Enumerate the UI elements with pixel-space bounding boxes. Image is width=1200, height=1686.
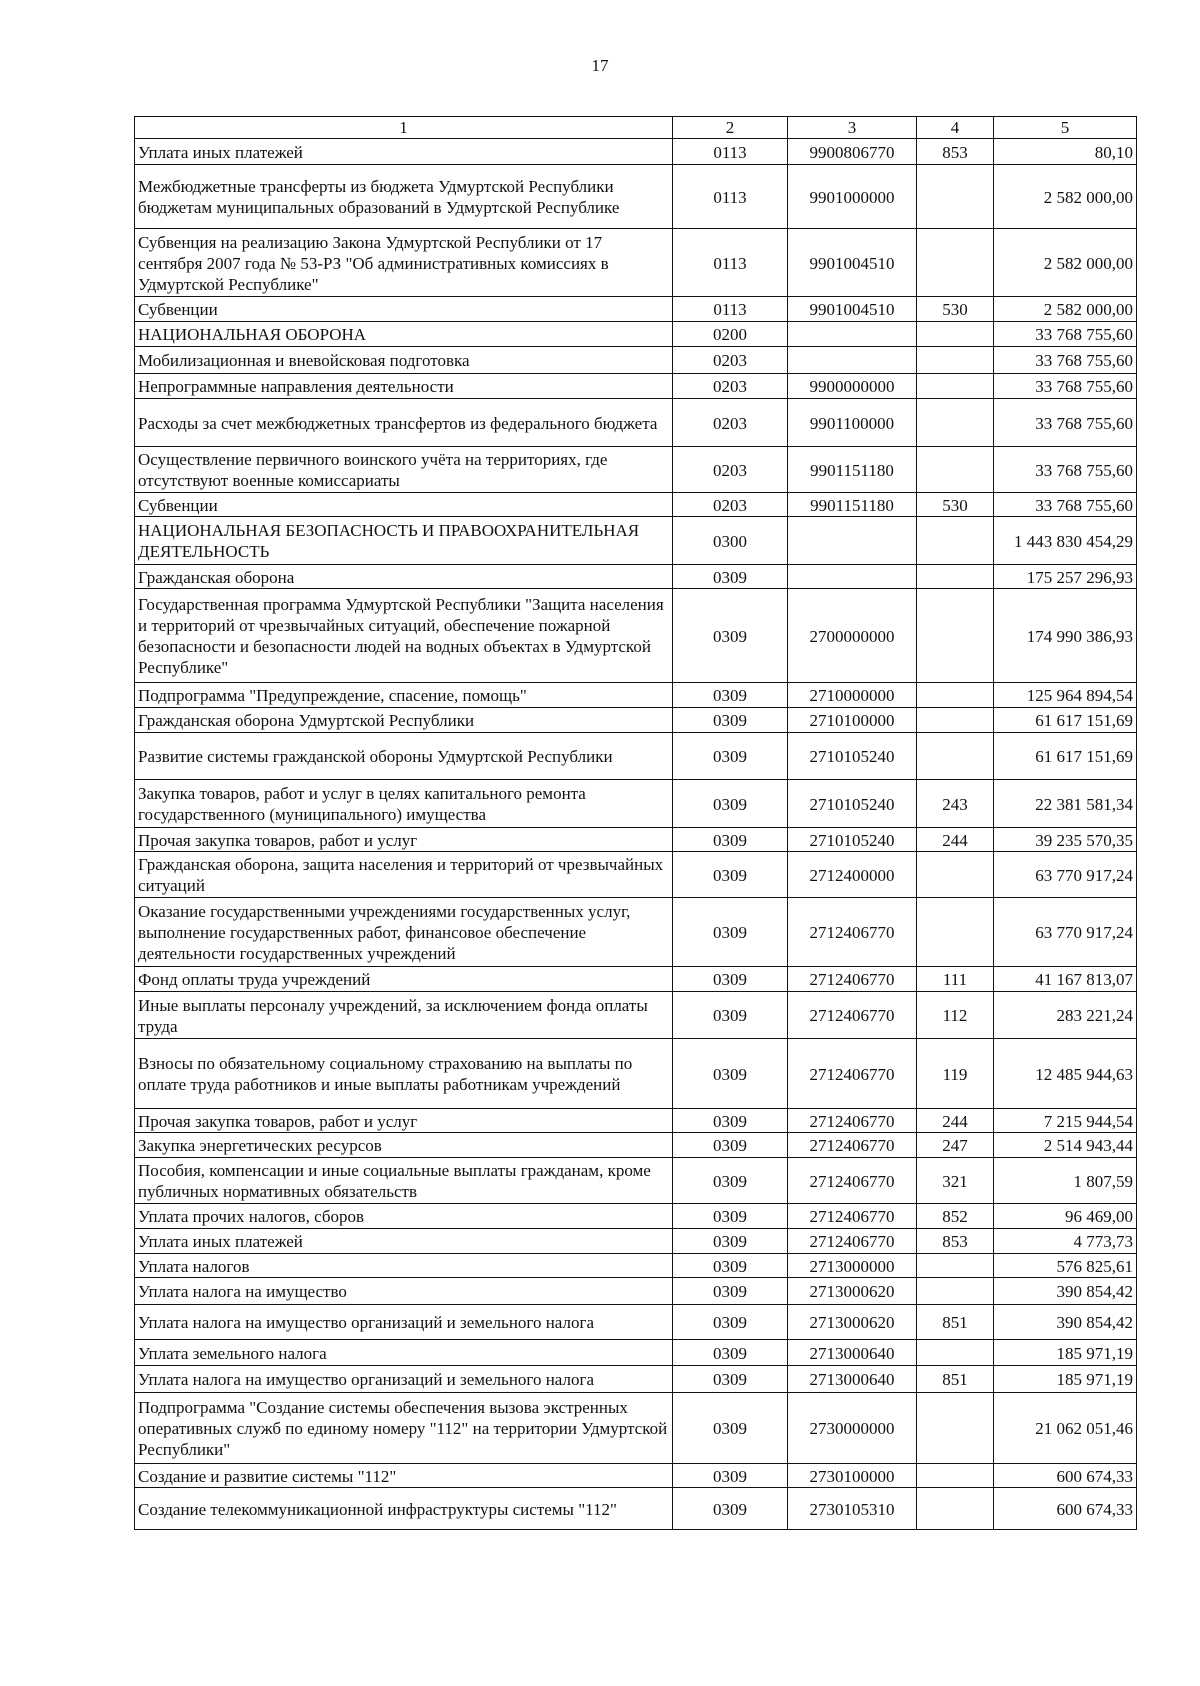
row-name-cell: Иные выплаты персоналу учреждений, за исключением фонда оплаты труда bbox=[135, 992, 673, 1039]
row-name-cell: Расходы за счет межбюджетных трансфертов из федерального бюджета bbox=[135, 399, 673, 447]
table-row bbox=[135, 683, 1137, 708]
row-section-cell: 0309 bbox=[673, 1340, 788, 1366]
row-type-cell: 244 bbox=[917, 1109, 994, 1133]
row-section-cell: 0309 bbox=[673, 1109, 788, 1133]
row-target-cell: 2712406770 bbox=[788, 1039, 917, 1109]
table-row bbox=[135, 322, 1137, 347]
row-amount-cell: 33 768 755,60 bbox=[994, 374, 1137, 399]
row-section-cell: 0309 bbox=[673, 898, 788, 967]
row-name-cell: Субвенции bbox=[135, 493, 673, 517]
row-section-cell: 0309 bbox=[673, 1305, 788, 1340]
row-section-cell: 0309 bbox=[673, 565, 788, 589]
row-target-cell: 9901004510 bbox=[788, 229, 917, 297]
table-row bbox=[135, 165, 1137, 229]
table-row bbox=[135, 139, 1137, 165]
column-header: 3 bbox=[788, 117, 917, 139]
table-row bbox=[135, 967, 1137, 992]
table-row bbox=[135, 780, 1137, 828]
row-type-cell bbox=[917, 683, 994, 708]
row-name-cell: Уплата земельного налога bbox=[135, 1340, 673, 1366]
row-target-cell: 9901000000 bbox=[788, 165, 917, 229]
row-target-cell: 2712406770 bbox=[788, 898, 917, 967]
row-target-cell: 2730100000 bbox=[788, 1464, 917, 1488]
row-section-cell: 0200 bbox=[673, 322, 788, 347]
row-amount-cell: 80,10 bbox=[994, 139, 1137, 165]
row-section-cell: 0309 bbox=[673, 708, 788, 733]
row-type-cell: 111 bbox=[917, 967, 994, 992]
row-name-cell: Мобилизационная и вневойсковая подготовка bbox=[135, 347, 673, 374]
row-name-cell: Уплата налога на имущество bbox=[135, 1278, 673, 1305]
table-row bbox=[135, 1305, 1137, 1340]
row-name-cell: Подпрограмма "Предупреждение, спасение, помощь" bbox=[135, 683, 673, 708]
row-section-cell: 0309 bbox=[673, 1393, 788, 1464]
row-name-cell: НАЦИОНАЛЬНАЯ БЕЗОПАСНОСТЬ И ПРАВООХРАНИТЕЛЬНАЯ ДЕЯТЕЛЬНОСТЬ bbox=[135, 517, 673, 565]
row-type-cell bbox=[917, 165, 994, 229]
row-section-cell: 0309 bbox=[673, 1278, 788, 1305]
row-amount-cell: 2 582 000,00 bbox=[994, 229, 1137, 297]
row-type-cell bbox=[917, 589, 994, 683]
row-amount-cell: 600 674,33 bbox=[994, 1488, 1137, 1530]
table-row bbox=[135, 852, 1137, 898]
row-target-cell: 2712400000 bbox=[788, 852, 917, 898]
row-section-cell: 0203 bbox=[673, 374, 788, 399]
row-name-cell: Уплата прочих налогов, сборов bbox=[135, 1204, 673, 1229]
row-type-cell bbox=[917, 374, 994, 399]
row-target-cell bbox=[788, 322, 917, 347]
row-section-cell: 0309 bbox=[673, 1229, 788, 1254]
row-target-cell: 2710105240 bbox=[788, 828, 917, 852]
row-target-cell: 2712406770 bbox=[788, 1133, 917, 1158]
row-type-cell: 853 bbox=[917, 1229, 994, 1254]
row-name-cell: Государственная программа Удмуртской Республики "Защита населения и территорий от чрезвычайных ситуаций, обеспечение пожарной безопасности и безопасности людей на водных объектах в Удмуртской Республике" bbox=[135, 589, 673, 683]
row-target-cell: 2710105240 bbox=[788, 780, 917, 828]
row-amount-cell: 7 215 944,54 bbox=[994, 1109, 1137, 1133]
row-amount-cell: 125 964 894,54 bbox=[994, 683, 1137, 708]
row-target-cell: 9901151180 bbox=[788, 493, 917, 517]
table-row bbox=[135, 229, 1137, 297]
row-type-cell bbox=[917, 898, 994, 967]
column-header: 1 bbox=[135, 117, 673, 139]
row-name-cell: Уплата налогов bbox=[135, 1254, 673, 1278]
row-amount-cell: 33 768 755,60 bbox=[994, 493, 1137, 517]
row-type-cell: 851 bbox=[917, 1366, 994, 1393]
row-type-cell bbox=[917, 322, 994, 347]
row-type-cell: 853 bbox=[917, 139, 994, 165]
row-amount-cell: 2 582 000,00 bbox=[994, 165, 1137, 229]
row-target-cell: 2712406770 bbox=[788, 992, 917, 1039]
row-name-cell: Закупка энергетических ресурсов bbox=[135, 1133, 673, 1158]
row-amount-cell: 390 854,42 bbox=[994, 1278, 1137, 1305]
row-target-cell: 9901151180 bbox=[788, 447, 917, 493]
row-amount-cell: 390 854,42 bbox=[994, 1305, 1137, 1340]
row-type-cell bbox=[917, 1278, 994, 1305]
row-name-cell: Уплата налога на имущество организаций и земельного налога bbox=[135, 1366, 673, 1393]
row-target-cell: 2712406770 bbox=[788, 1158, 917, 1204]
row-section-cell: 0309 bbox=[673, 780, 788, 828]
table-row bbox=[135, 1133, 1137, 1158]
table-row bbox=[135, 565, 1137, 589]
row-target-cell: 2712406770 bbox=[788, 1229, 917, 1254]
table-row bbox=[135, 297, 1137, 322]
table-row bbox=[135, 828, 1137, 852]
row-type-cell bbox=[917, 852, 994, 898]
row-name-cell: Пособия, компенсации и иные социальные выплаты гражданам, кроме публичных нормативных обязательств bbox=[135, 1158, 673, 1204]
table-row bbox=[135, 733, 1137, 780]
row-type-cell: 530 bbox=[917, 493, 994, 517]
row-name-cell: Создание телекоммуникационной инфраструктуры системы "112" bbox=[135, 1488, 673, 1530]
row-section-cell: 0309 bbox=[673, 1204, 788, 1229]
row-type-cell bbox=[917, 1393, 994, 1464]
row-name-cell: Гражданская оборона Удмуртской Республики bbox=[135, 708, 673, 733]
table-row bbox=[135, 1204, 1137, 1229]
row-target-cell: 2713000620 bbox=[788, 1305, 917, 1340]
row-name-cell: Межбюджетные трансферты из бюджета Удмуртской Республики бюджетам муниципальных образований в Удмуртской Республике bbox=[135, 165, 673, 229]
row-type-cell bbox=[917, 347, 994, 374]
row-name-cell: Непрограммные направления деятельности bbox=[135, 374, 673, 399]
row-section-cell: 0113 bbox=[673, 165, 788, 229]
row-target-cell: 2713000640 bbox=[788, 1340, 917, 1366]
row-amount-cell: 2 514 943,44 bbox=[994, 1133, 1137, 1158]
row-type-cell bbox=[917, 399, 994, 447]
row-target-cell: 2710100000 bbox=[788, 708, 917, 733]
row-target-cell: 2710105240 bbox=[788, 733, 917, 780]
row-target-cell bbox=[788, 517, 917, 565]
row-amount-cell: 175 257 296,93 bbox=[994, 565, 1137, 589]
table-row bbox=[135, 374, 1137, 399]
table-row bbox=[135, 992, 1137, 1039]
table-row bbox=[135, 1366, 1137, 1393]
row-amount-cell: 33 768 755,60 bbox=[994, 447, 1137, 493]
row-amount-cell: 185 971,19 bbox=[994, 1366, 1137, 1393]
table-row bbox=[135, 1229, 1137, 1254]
row-section-cell: 0309 bbox=[673, 683, 788, 708]
row-amount-cell: 63 770 917,24 bbox=[994, 898, 1137, 967]
row-target-cell bbox=[788, 347, 917, 374]
row-type-cell bbox=[917, 1254, 994, 1278]
table-row bbox=[135, 493, 1137, 517]
row-section-cell: 0309 bbox=[673, 967, 788, 992]
row-type-cell: 530 bbox=[917, 297, 994, 322]
table-row bbox=[135, 1393, 1137, 1464]
row-section-cell: 0113 bbox=[673, 229, 788, 297]
row-section-cell: 0309 bbox=[673, 852, 788, 898]
column-header: 4 bbox=[917, 117, 994, 139]
row-section-cell: 0309 bbox=[673, 1488, 788, 1530]
row-target-cell: 2712406770 bbox=[788, 1109, 917, 1133]
row-amount-cell: 33 768 755,60 bbox=[994, 399, 1137, 447]
row-name-cell: Уплата налога на имущество организаций и земельного налога bbox=[135, 1305, 673, 1340]
row-target-cell: 2700000000 bbox=[788, 589, 917, 683]
row-amount-cell: 61 617 151,69 bbox=[994, 708, 1137, 733]
table-row bbox=[135, 1464, 1137, 1488]
row-section-cell: 0309 bbox=[673, 1039, 788, 1109]
row-target-cell: 9900806770 bbox=[788, 139, 917, 165]
row-amount-cell: 283 221,24 bbox=[994, 992, 1137, 1039]
row-amount-cell: 4 773,73 bbox=[994, 1229, 1137, 1254]
row-amount-cell: 61 617 151,69 bbox=[994, 733, 1137, 780]
row-section-cell: 0309 bbox=[673, 828, 788, 852]
row-target-cell: 2713000640 bbox=[788, 1366, 917, 1393]
row-target-cell: 2713000620 bbox=[788, 1278, 917, 1305]
row-type-cell: 851 bbox=[917, 1305, 994, 1340]
row-name-cell: Субвенция на реализацию Закона Удмуртской Республики от 17 сентября 2007 года № 53-РЗ "Об административных комиссиях в Удмуртской Республике" bbox=[135, 229, 673, 297]
row-section-cell: 0309 bbox=[673, 1158, 788, 1204]
table-row bbox=[135, 1039, 1137, 1109]
row-name-cell: Уплата иных платежей bbox=[135, 139, 673, 165]
row-section-cell: 0203 bbox=[673, 399, 788, 447]
table-row bbox=[135, 1254, 1137, 1278]
row-amount-cell: 600 674,33 bbox=[994, 1464, 1137, 1488]
row-target-cell: 2730105310 bbox=[788, 1488, 917, 1530]
row-name-cell: Прочая закупка товаров, работ и услуг bbox=[135, 1109, 673, 1133]
row-name-cell: НАЦИОНАЛЬНАЯ ОБОРОНА bbox=[135, 322, 673, 347]
row-type-cell: 852 bbox=[917, 1204, 994, 1229]
row-type-cell: 112 bbox=[917, 992, 994, 1039]
row-section-cell: 0113 bbox=[673, 297, 788, 322]
row-type-cell: 119 bbox=[917, 1039, 994, 1109]
table-row bbox=[135, 347, 1137, 374]
row-type-cell bbox=[917, 1340, 994, 1366]
table-row bbox=[135, 1488, 1137, 1530]
row-amount-cell: 12 485 944,63 bbox=[994, 1039, 1137, 1109]
table-row bbox=[135, 1158, 1137, 1204]
page-number: 17 bbox=[591, 56, 609, 75]
table-row bbox=[135, 1109, 1137, 1133]
table-row bbox=[135, 517, 1137, 565]
row-name-cell: Субвенции bbox=[135, 297, 673, 322]
row-type-cell bbox=[917, 447, 994, 493]
row-amount-cell: 576 825,61 bbox=[994, 1254, 1137, 1278]
row-section-cell: 0309 bbox=[673, 1133, 788, 1158]
table-row bbox=[135, 447, 1137, 493]
row-amount-cell: 41 167 813,07 bbox=[994, 967, 1137, 992]
row-target-cell: 2730000000 bbox=[788, 1393, 917, 1464]
row-target-cell: 2710000000 bbox=[788, 683, 917, 708]
table-body bbox=[135, 139, 1137, 1530]
row-name-cell: Развитие системы гражданской обороны Удмуртской Республики bbox=[135, 733, 673, 780]
row-section-cell: 0309 bbox=[673, 589, 788, 683]
row-name-cell: Гражданская оборона, защита населения и территорий от чрезвычайных ситуаций bbox=[135, 852, 673, 898]
row-name-cell: Осуществление первичного воинского учёта на территориях, где отсутствуют военные комиссариаты bbox=[135, 447, 673, 493]
row-section-cell: 0203 bbox=[673, 347, 788, 374]
row-amount-cell: 63 770 917,24 bbox=[994, 852, 1137, 898]
row-amount-cell: 185 971,19 bbox=[994, 1340, 1137, 1366]
row-amount-cell: 2 582 000,00 bbox=[994, 297, 1137, 322]
row-section-cell: 0203 bbox=[673, 493, 788, 517]
row-type-cell: 321 bbox=[917, 1158, 994, 1204]
row-name-cell: Уплата иных платежей bbox=[135, 1229, 673, 1254]
row-amount-cell: 96 469,00 bbox=[994, 1204, 1137, 1229]
row-name-cell: Прочая закупка товаров, работ и услуг bbox=[135, 828, 673, 852]
row-amount-cell: 39 235 570,35 bbox=[994, 828, 1137, 852]
row-amount-cell: 21 062 051,46 bbox=[994, 1393, 1137, 1464]
row-type-cell bbox=[917, 733, 994, 780]
row-section-cell: 0309 bbox=[673, 733, 788, 780]
row-name-cell: Создание и развитие системы "112" bbox=[135, 1464, 673, 1488]
row-type-cell: 247 bbox=[917, 1133, 994, 1158]
row-target-cell bbox=[788, 565, 917, 589]
row-target-cell: 2712406770 bbox=[788, 1204, 917, 1229]
table-row bbox=[135, 898, 1137, 967]
row-amount-cell: 22 381 581,34 bbox=[994, 780, 1137, 828]
row-section-cell: 0309 bbox=[673, 992, 788, 1039]
row-amount-cell: 33 768 755,60 bbox=[994, 347, 1137, 374]
row-type-cell: 243 bbox=[917, 780, 994, 828]
row-section-cell: 0113 bbox=[673, 139, 788, 165]
row-amount-cell: 174 990 386,93 bbox=[994, 589, 1137, 683]
row-section-cell: 0309 bbox=[673, 1254, 788, 1278]
table-row bbox=[135, 1278, 1137, 1305]
row-target-cell: 9900000000 bbox=[788, 374, 917, 399]
row-type-cell bbox=[917, 1464, 994, 1488]
row-type-cell: 244 bbox=[917, 828, 994, 852]
row-target-cell: 2713000000 bbox=[788, 1254, 917, 1278]
row-name-cell: Закупка товаров, работ и услуг в целях капитального ремонта государственного (муниципального) имущества bbox=[135, 780, 673, 828]
row-target-cell: 9901100000 bbox=[788, 399, 917, 447]
column-header: 2 bbox=[673, 117, 788, 139]
column-header: 5 bbox=[994, 117, 1137, 139]
row-type-cell bbox=[917, 517, 994, 565]
column-number-row bbox=[135, 117, 1137, 139]
row-type-cell bbox=[917, 1488, 994, 1530]
row-type-cell bbox=[917, 708, 994, 733]
table-row bbox=[135, 589, 1137, 683]
row-target-cell: 2712406770 bbox=[788, 967, 917, 992]
row-amount-cell: 1 443 830 454,29 bbox=[994, 517, 1137, 565]
row-section-cell: 0309 bbox=[673, 1366, 788, 1393]
row-section-cell: 0203 bbox=[673, 447, 788, 493]
row-amount-cell: 33 768 755,60 bbox=[994, 322, 1137, 347]
row-section-cell: 0300 bbox=[673, 517, 788, 565]
row-name-cell: Оказание государственными учреждениями государственных услуг, выполнение государственных работ, финансовое обеспечение деятельности государственных учреждений bbox=[135, 898, 673, 967]
row-type-cell bbox=[917, 229, 994, 297]
row-name-cell: Взносы по обязательному социальному страхованию на выплаты по оплате труда работников и иные выплаты работникам учреждений bbox=[135, 1039, 673, 1109]
row-name-cell: Подпрограмма "Создание системы обеспечения вызова экстренных оперативных служб по единому номеру "112" на территории Удмуртской Республики" bbox=[135, 1393, 673, 1464]
row-name-cell: Гражданская оборона bbox=[135, 565, 673, 589]
table-row bbox=[135, 708, 1137, 733]
row-section-cell: 0309 bbox=[673, 1464, 788, 1488]
row-type-cell bbox=[917, 565, 994, 589]
table-row bbox=[135, 399, 1137, 447]
table-row bbox=[135, 1340, 1137, 1366]
budget-table bbox=[134, 116, 1137, 1530]
row-name-cell: Фонд оплаты труда учреждений bbox=[135, 967, 673, 992]
row-amount-cell: 1 807,59 bbox=[994, 1158, 1137, 1204]
row-target-cell: 9901004510 bbox=[788, 297, 917, 322]
